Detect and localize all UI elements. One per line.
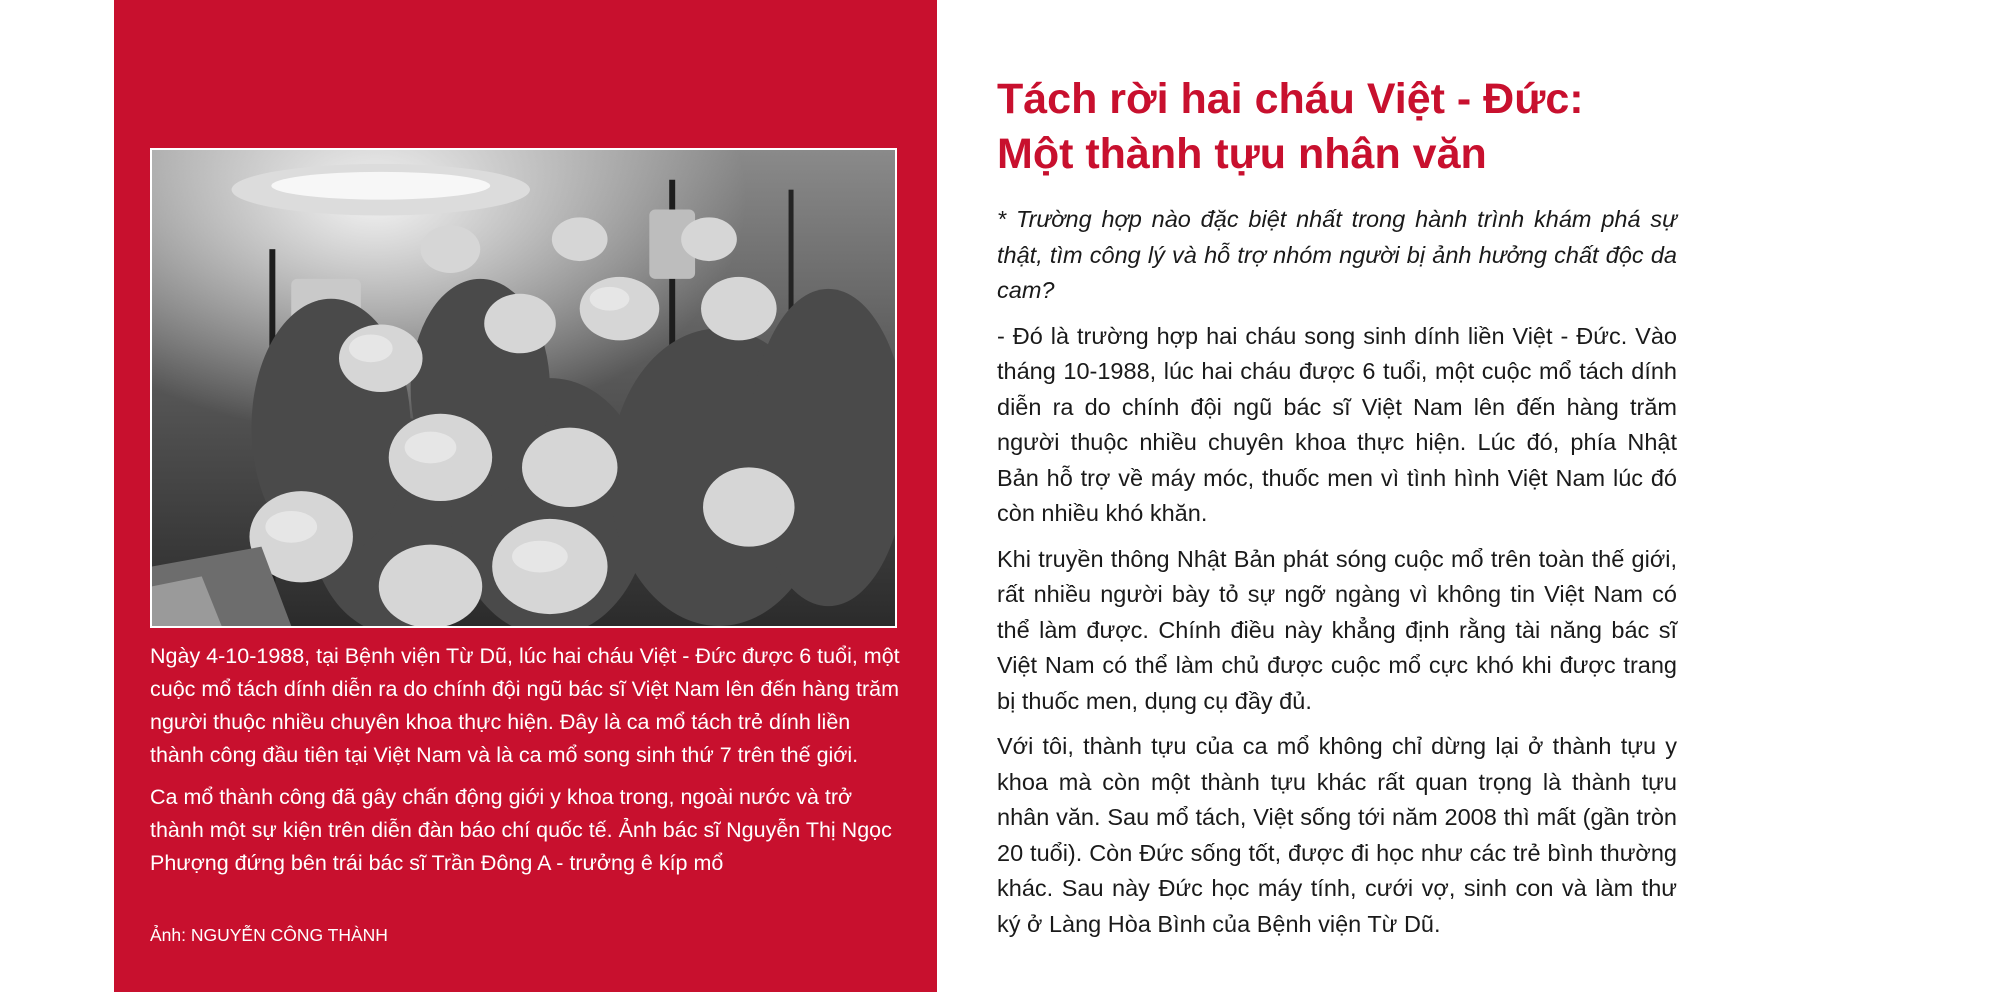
answer-paragraph-2: Khi truyền thông Nhật Bản phát sóng cuộc mổ trên toàn thế giới, rất nhiều người bày tỏ sự ngỡ ngàng vì không tin Việt Nam có thể làm được. Chính điều này khẳng định rằng tài năng bác sĩ Việt Nam có thể làm chủ được cuộc mổ cực khó khi được trang bị thuốc men, dụng cụ đầy đủ.: [997, 545, 1677, 714]
interview-question: * Trường hợp nào đặc biệt nhất trong hành trình khám phá sự thật, tìm công lý và hỗ trợ nhóm người bị ảnh hưởng chất độc da cam?: [997, 206, 1677, 303]
caption-paragraph-1: Ngày 4-10-1988, tại Bệnh viện Từ Dũ, lúc hai cháu Việt - Đức được 6 tuổi, một cuộc mổ tách dính diễn ra do chính đội ngũ bác sĩ Việt Nam lên đến hàng trăm người thuộc nhiều chuyên khoa thực hiện. Đây là ca mổ tách trẻ dính liền thành công đầu tiên tại Việt Nam và là ca mổ song sinh thứ 7 trên thế giới.: [150, 644, 900, 767]
article-body: [997, 202, 1677, 942]
surgery-photo-image: [152, 150, 895, 626]
caption-paragraph-2: Ca mổ thành công đã gây chấn động giới y khoa trong, ngoài nước và trở thành một sự kiện trên diễn đàn báo chí quốc tế. Ảnh bác sĩ Nguyễn Thị Ngọc Phượng đứng bên trái bác sĩ Trần Đông A - trưởng ê kíp mổ: [150, 785, 892, 875]
answer-paragraph-3: Với tôi, thành tựu của ca mổ không chỉ dừng lại ở thành tựu y khoa mà còn một thành tựu khác rất quan trọng là thành tựu nhân văn. Sau mổ tách, Việt sống tới năm 2008 thì mất (gần tròn 20 tuổi). Còn Đức sống tốt, được đi học như các trẻ bình thường khác. Sau này Đức học máy tính, cưới vợ, sinh con và làm thư ký ở Làng Hòa Bình của Bệnh viện Từ Dũ.: [997, 733, 1677, 937]
article-headline: [997, 72, 1677, 182]
headline-line-2: Một thành tựu nhân văn: [997, 130, 1487, 178]
photo-credit: Ảnh: NGUYỄN CÔNG THÀNH: [150, 925, 388, 945]
article-column: [997, 72, 1677, 952]
photo-caption: [150, 640, 910, 889]
surgery-photo: [150, 148, 897, 628]
headline-line-1: Tách rời hai cháu Việt - Đức:: [997, 75, 1584, 123]
answer-paragraph-1: - Đó là trường hợp hai cháu song sinh dính liền Việt - Đức. Vào tháng 10-1988, lúc hai cháu được 6 tuổi, một cuộc mổ tách dính diễn ra do chính đội ngũ bác sĩ Việt Nam lên đến hàng trăm người thuộc nhiều chuyên khoa thực hiện. Lúc đó, phía Nhật Bản hỗ trợ về máy móc, thuốc men vì tình hình Việt Nam lúc đó còn nhiều khó khăn.: [997, 322, 1677, 526]
red-sidebar-panel: [114, 0, 937, 992]
